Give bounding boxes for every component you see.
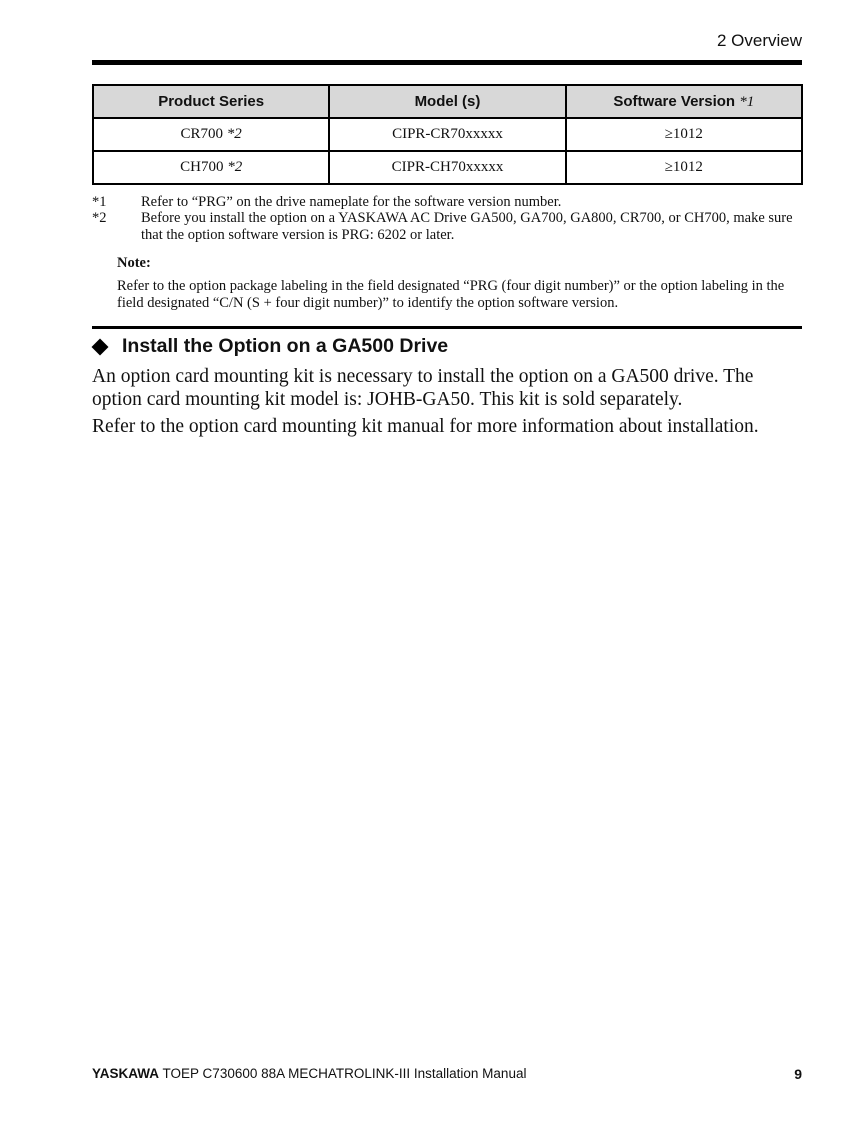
section-rule <box>92 326 802 329</box>
chapter-header: 2 Overview <box>716 31 802 50</box>
column-header-models: Model (s) <box>329 85 565 118</box>
cell-product-series: CR700 *2 <box>93 118 329 151</box>
cell-software-version: ≥1012 <box>566 151 802 184</box>
section-heading <box>90 335 448 358</box>
table-row <box>93 151 802 184</box>
cell-product-series: CH700 *2 <box>93 151 329 184</box>
footer-manual-title: TOEP C730600 88A MECHATROLINK-III Installation Manual <box>159 1066 527 1081</box>
header-rule <box>92 60 802 65</box>
footer-title <box>92 1066 526 1081</box>
software-version-table <box>92 84 803 185</box>
cell-software-version: ≥1012 <box>566 118 802 151</box>
table-row <box>93 118 802 151</box>
cell-model: CIPR-CR70xxxxx <box>329 118 565 151</box>
cell-model: CIPR-CH70xxxxx <box>329 151 565 184</box>
column-header-software-version: Software Version *1 <box>566 85 802 118</box>
column-header-product-series: Product Series <box>93 85 329 118</box>
footnote-mark: *1 <box>92 194 107 210</box>
body-paragraph: An option card mounting kit is necessary to install the option on a GA500 drive. The option card mounting kit model is: JOHB-GA50. This kit is sold separately. <box>92 366 754 410</box>
footnote-text: Refer to “PRG” on the drive nameplate for the software version number. <box>141 194 562 210</box>
page-number: 9 <box>794 1066 802 1082</box>
footnote-text: Before you install the option on a YASKAWA AC Drive GA500, GA700, GA800, CR700, or CH700, make sure that the option software version is PRG: 6202 or later. <box>141 210 793 243</box>
note-text: Refer to the option package labeling in the field designated “PRG (four digit number)” or the option labeling in the field designated “C/N (S + four digit number)” to identify the option software version. <box>117 278 785 311</box>
body-paragraph: Refer to the option card mounting kit manual for more information about installation. <box>92 416 759 437</box>
table-header-row <box>93 85 802 118</box>
footnote-mark: *2 <box>92 210 107 226</box>
section-heading-text: Install the Option on a GA500 Drive <box>122 335 449 357</box>
diamond-bullet-icon <box>92 338 109 355</box>
footer-brand: YASKAWA <box>92 1066 160 1081</box>
note-label: Note: <box>117 255 151 271</box>
footnote-ref-2: *2 <box>227 159 243 175</box>
footnote-ref-1: *1 <box>739 93 755 110</box>
footnote-ref-2: *2 <box>226 126 242 142</box>
